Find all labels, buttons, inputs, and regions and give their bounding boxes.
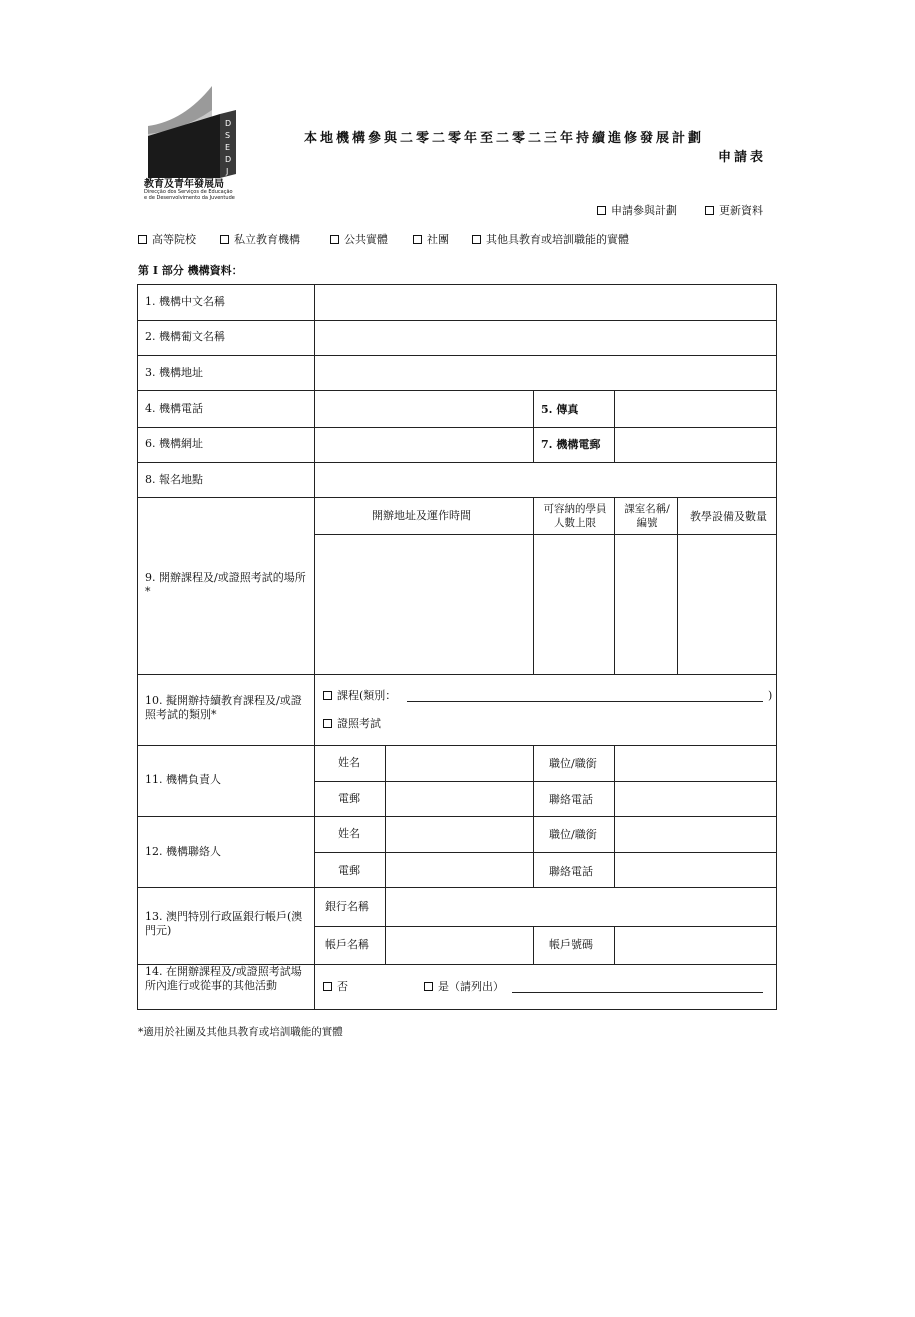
svg-text:J: J (226, 167, 229, 176)
dsedj-logo (144, 86, 244, 186)
apply-option-label: 申請參與計劃 (611, 204, 677, 217)
type-association[interactable] (413, 233, 449, 247)
logo-name-zh: 教育及青年發展局 (144, 179, 224, 190)
field-fax[interactable] (616, 392, 775, 426)
field-email[interactable] (616, 429, 775, 461)
label-person-in-charge: 11. 機構負責人 (145, 773, 221, 786)
apply-option[interactable] (597, 204, 677, 218)
col-capacity: 可容納的學員人數上限 (543, 503, 607, 529)
label-position: 職位/職銜 (549, 828, 597, 841)
label-email: 電郵 (338, 864, 360, 877)
field-pt-name[interactable] (316, 322, 775, 354)
field-contact-phone[interactable] (616, 854, 775, 886)
svg-text:D: D (225, 119, 232, 128)
field-venue-capacity[interactable] (535, 536, 613, 673)
type-label: 高等院校 (152, 233, 196, 246)
course-category-line[interactable] (407, 701, 763, 702)
label-registration-place: 8. 報名地點 (145, 473, 203, 486)
field-cn-name[interactable] (316, 286, 775, 319)
section1-title: 第 I 部分 機構資料： (138, 264, 243, 277)
type-label: 私立教育機構 (234, 233, 300, 246)
footnote: *適用於社團及其他具教育或培訓職能的實體 (138, 1026, 343, 1038)
label-bank-name: 銀行名稱 (325, 900, 369, 913)
label-account-no: 帳戶號碼 (549, 938, 593, 951)
field-contact-name[interactable] (387, 818, 532, 851)
exam-option-label: 證照考試 (337, 717, 381, 730)
checkbox-icon[interactable] (705, 206, 714, 215)
label-name: 姓名 (338, 827, 360, 840)
checkbox-icon[interactable] (597, 206, 606, 215)
label-bank-account: 13. 澳門特別行政區銀行帳戶(澳門元) (145, 910, 303, 937)
checkbox-icon[interactable] (220, 235, 229, 244)
label-contact-phone: 聯絡電話 (549, 793, 593, 806)
activities-no-option[interactable] (323, 980, 348, 994)
checkbox-icon[interactable] (472, 235, 481, 244)
field-website[interactable] (316, 429, 532, 461)
checkbox-icon[interactable] (413, 235, 422, 244)
checkbox-icon[interactable] (330, 235, 339, 244)
checkbox-icon[interactable] (138, 235, 147, 244)
update-option-label: 更新資料 (719, 204, 763, 217)
course-option[interactable] (323, 689, 396, 703)
activities-yes-option[interactable] (424, 980, 504, 994)
label-position: 職位/職銜 (549, 757, 597, 770)
label-other-activities: 14. 在開辦課程及/或證照考試場所內進行或從事的其他活動 (145, 965, 302, 992)
label-email: 7. 機構電郵 (541, 438, 601, 451)
label-course-category: 10. 擬開辦持續教育課程及/或證照考試的類別* (145, 694, 302, 721)
checkbox-icon[interactable] (323, 719, 332, 728)
field-address[interactable] (316, 357, 775, 389)
field-account-name[interactable] (387, 928, 532, 963)
label-account-name: 帳戶名稱 (325, 938, 369, 951)
field-pic-email[interactable] (387, 783, 532, 815)
field-bank-name[interactable] (387, 889, 775, 925)
type-other[interactable] (472, 233, 629, 247)
label-contact-phone: 聯絡電話 (549, 865, 593, 878)
field-pic-name[interactable] (387, 747, 532, 780)
update-option[interactable] (705, 204, 763, 218)
label-name: 姓名 (338, 756, 360, 769)
field-pic-position[interactable] (616, 747, 775, 780)
logo-name-pt-2: e de Desenvolvimento da Juventude (144, 195, 235, 201)
exam-option[interactable] (323, 717, 381, 731)
label-phone: 4. 機構電話 (145, 402, 203, 415)
checkbox-icon[interactable] (424, 982, 433, 991)
type-label: 社團 (427, 233, 449, 246)
type-public-entity[interactable] (330, 233, 388, 247)
field-venue-equipment[interactable] (679, 536, 775, 673)
no-label: 否 (337, 980, 348, 993)
checkbox-icon[interactable] (323, 982, 332, 991)
type-label: 公共實體 (344, 233, 388, 246)
label-website: 6. 機構網址 (145, 437, 203, 450)
col-classroom: 課室名稱/編號 (624, 503, 670, 529)
yes-label: 是（請列出） (438, 980, 504, 993)
label-contact-person: 12. 機構聯絡人 (145, 845, 221, 858)
svg-text:E: E (225, 143, 231, 152)
activities-list-line[interactable] (512, 992, 763, 993)
type-label: 其他具教育或培訓職能的實體 (486, 233, 629, 246)
label-fax: 5. 傳真 (541, 403, 579, 416)
checkbox-icon[interactable] (323, 691, 332, 700)
label-email: 電郵 (338, 792, 360, 805)
type-higher-ed[interactable] (138, 233, 196, 247)
field-phone[interactable] (316, 392, 532, 426)
field-account-no[interactable] (616, 928, 775, 963)
type-private-ed[interactable] (220, 233, 300, 247)
field-pic-phone[interactable] (616, 783, 775, 815)
course-category-close: ) (768, 689, 773, 702)
dsedj-logo-graphic (144, 86, 244, 186)
logo-name-pt-1: Direcção dos Serviços de Educação (144, 189, 233, 195)
form-title-line1: 本地機構參與二零二零年至二零二三年持續進修發展計劃 (304, 131, 705, 146)
col-equipment: 教學設備及數量 (690, 510, 767, 523)
label-pt-name: 2. 機構葡文名稱 (145, 330, 225, 343)
label-address: 3. 機構地址 (145, 366, 203, 379)
field-venue-classroom[interactable] (616, 536, 676, 673)
svg-text:D: D (225, 155, 232, 164)
label-venues: 9. 開辦課程及/或證照考試的場所* (145, 571, 306, 598)
field-contact-email[interactable] (387, 854, 532, 886)
field-venue-address[interactable] (316, 536, 532, 673)
svg-text:S: S (225, 131, 231, 140)
col-address-hours: 開辦地址及運作時間 (372, 509, 471, 522)
label-cn-name: 1. 機構中文名稱 (145, 295, 225, 308)
field-registration-place[interactable] (316, 464, 775, 496)
course-option-label: 課程(類別： (337, 689, 397, 702)
field-contact-position[interactable] (616, 818, 775, 851)
form-title-line2: 申請表 (718, 150, 767, 165)
